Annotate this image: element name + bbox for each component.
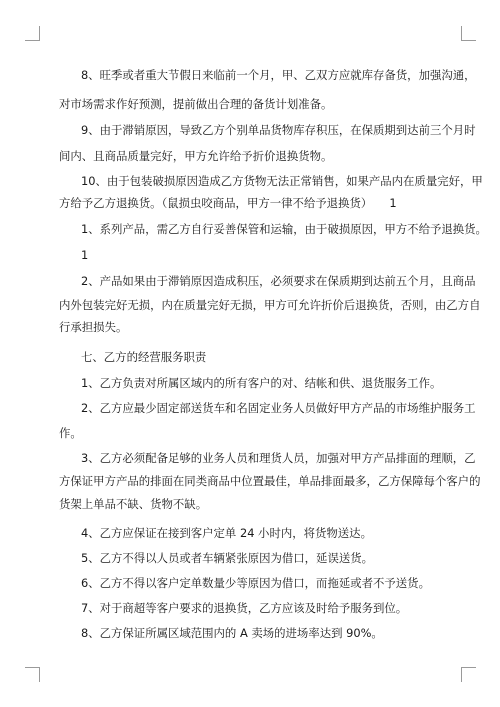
paragraph-line: 作。 xyxy=(59,426,82,440)
paragraph-line: 6、乙方不得以客户定单数量少等原因为借口，而拖延或者不予送货。 xyxy=(81,576,430,590)
paragraph-line: 方保证甲方产品的排面在同类商品中位置最佳，单品排面最多，乙方保障每个客户的 xyxy=(59,474,481,488)
paragraph-line: 内外包装完好无损，内在质量完好无损，甲方可允许折价后退换货，否则，由乙方自 xyxy=(59,298,481,312)
paragraph-line: 8、乙方保证所属区域范围内的 A 卖场的进场率达到 90%。 xyxy=(81,626,383,640)
paragraph-line: 8、旺季或者重大节假日来临前一个月，甲、乙双方应就库存备货，加强沟通， xyxy=(81,68,476,82)
section-heading: 七、乙方的经营服务职责 xyxy=(81,350,207,364)
paragraph-line: 4、乙方应保证在接到客户定单 24 小时内，将货物送达。 xyxy=(81,526,372,540)
paragraph-line: 间内、且商品质量完好，甲方允许给予折价退换货物。 xyxy=(59,149,333,163)
paragraph-line: 1、乙方负责对所属区域内的所有客户的对、结帐和供、退货服务工作。 xyxy=(81,376,442,390)
paragraph-line: 1、系列产品，需乙方自行妥善保管和运输，由于破损原因，甲方不给予退换货。 xyxy=(81,222,487,236)
paragraph-line: 对市场需求作好预测，提前做出合理的备货计划准备。 xyxy=(59,97,333,111)
paragraph-line: 7、对于商超等客户要求的退换货，乙方应该及时给予服务到位。 xyxy=(81,601,408,615)
paragraph-line: 5、乙方不得以人员或者车辆紧张原因为借口，延误送货。 xyxy=(81,551,374,565)
paragraph-line: 货架上单品不缺、货物不缺。 xyxy=(59,497,208,511)
paragraph-line: 10、由于包装破损原因造成乙方货物无法正常销售，如果产品内在质量完好，甲 xyxy=(81,174,483,188)
paragraph-line: 方给予乙方退换货。（鼠损虫咬商品，甲方一律不给予退换货） 1 xyxy=(59,196,397,210)
paragraph-line: 2、产品如果由于滞销原因造成积压，必须要求在保质期到达前五个月，且商品 xyxy=(81,274,476,288)
paragraph-line: 9、由于滞销原因，导致乙方个别单品货物库存积压，在保质期到达前三个月时 xyxy=(81,123,476,137)
paragraph-line: 2、乙方应最少固定部送货车和名固定业务人员做好甲方产品的市场维护服务工 xyxy=(81,401,476,415)
paragraph-line: 1 xyxy=(81,248,89,262)
paragraph-line: 3、乙方必须配备足够的业务人员和理货人员，加强对甲方产品排面的理顺，乙 xyxy=(81,451,476,465)
paragraph-line: 行承担损失。 xyxy=(59,320,128,334)
